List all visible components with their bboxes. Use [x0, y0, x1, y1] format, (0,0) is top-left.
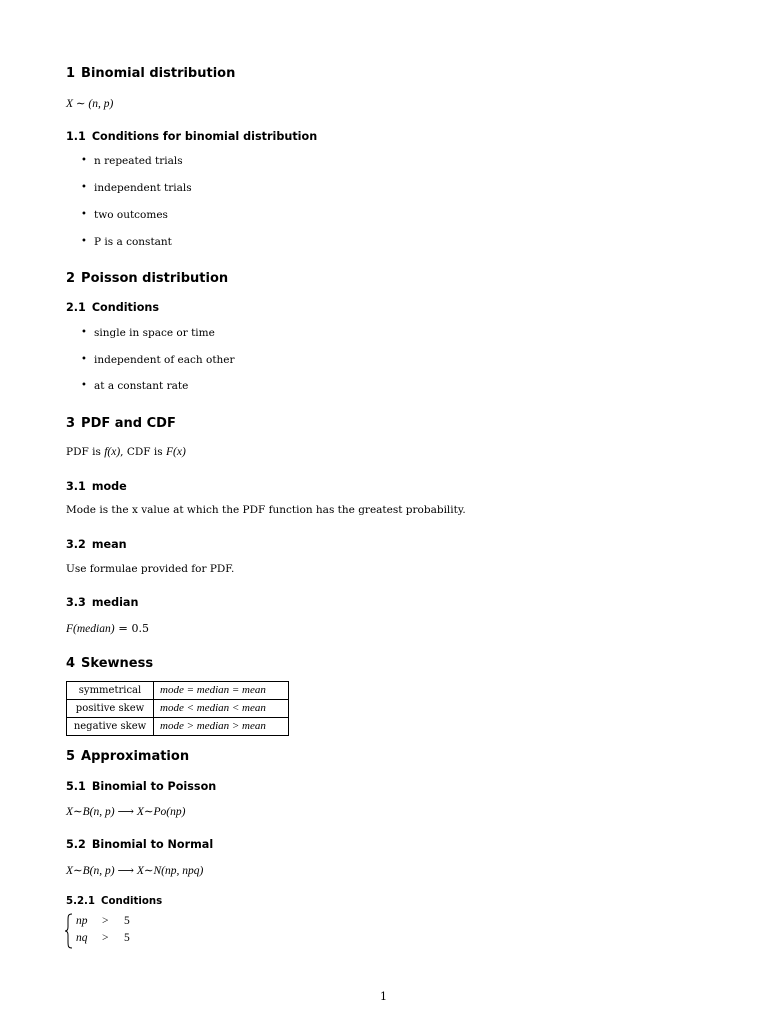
section-title: median [91, 596, 139, 609]
table-row [67, 700, 289, 718]
bullet-icon: • [81, 327, 87, 338]
list-item [81, 155, 183, 167]
median-value: 0.5 [131, 622, 149, 635]
mode-paragraph: Mode is the x value at which the PDF function has the greatest probability. [66, 504, 466, 516]
condition-operator: > [102, 932, 109, 944]
section-title: Binomial distribution [81, 66, 236, 81]
mean-paragraph: Use formulae provided for PDF. [66, 563, 235, 575]
binomial-to-normal-equation: X∼B(n, p) ⟶ X∼N(np, npq) [66, 865, 204, 877]
table-row [67, 718, 289, 736]
section-title: Poisson distribution [81, 271, 229, 286]
bullet-icon: • [81, 155, 87, 166]
section-1-heading [66, 66, 235, 81]
section-1-1-heading [66, 130, 317, 143]
equals-sign: = [114, 621, 132, 635]
section-number: 5.2.1 [66, 896, 96, 907]
section-5-heading [66, 749, 189, 764]
bullet-icon: • [81, 182, 87, 193]
list-item-text: P is a constant [94, 236, 172, 248]
section-title: Conditions [91, 301, 160, 314]
condition-operator: > [102, 915, 109, 927]
section-3-2-heading [66, 538, 127, 551]
bullet-icon: • [81, 236, 87, 247]
table-cell-formula: mode = median = mean [154, 682, 289, 700]
section-number: 2 [66, 271, 76, 286]
section-title: mean [91, 538, 127, 551]
bullet-icon: • [81, 354, 87, 365]
list-item [81, 182, 192, 194]
section-number: 4 [66, 656, 76, 671]
section-title: Binomial to Normal [91, 838, 214, 851]
table-cell-label: symmetrical [67, 682, 154, 700]
binomial-to-poisson-equation: X∼B(n, p) ⟶ X∼Po(np) [66, 806, 186, 818]
section-title: Conditions [101, 896, 163, 907]
section-number: 1.1 [66, 130, 86, 143]
section-number: 3.2 [66, 538, 86, 551]
skewness-table [66, 681, 289, 736]
binomial-notation: X ∼ (n, p) [66, 98, 114, 110]
section-title: Skewness [81, 656, 154, 671]
condition-value: 5 [124, 932, 130, 944]
section-4-heading [66, 656, 153, 671]
table-cell-label: positive skew [67, 700, 154, 718]
section-title: PDF and CDF [81, 416, 176, 431]
section-number: 3.3 [66, 596, 86, 609]
left-brace-icon [64, 913, 74, 949]
list-item-text: two outcomes [94, 209, 168, 221]
section-2-1-heading [66, 301, 159, 314]
pdf-cdf-paragraph [66, 446, 186, 458]
bullet-icon: • [81, 380, 87, 391]
section-number: 1 [66, 66, 76, 81]
table-row [67, 682, 289, 700]
section-3-1-heading [66, 480, 127, 493]
section-number: 2.1 [66, 301, 86, 314]
condition-variable: nq [76, 932, 88, 944]
table-cell-label: negative skew [67, 718, 154, 736]
list-item [81, 327, 215, 339]
cdf-math: F(x) [166, 446, 186, 458]
section-2-heading [66, 271, 228, 286]
table-cell-formula: mode < median < mean [154, 700, 289, 718]
list-item-text: independent trials [94, 182, 192, 194]
paragraph-text: PDF is [66, 446, 105, 458]
list-item [81, 236, 172, 248]
section-title: mode [91, 480, 127, 493]
condition-value: 5 [124, 915, 130, 927]
condition-variable: np [76, 915, 88, 927]
section-5-1-heading [66, 780, 216, 793]
section-title: Conditions for binomial distribution [91, 130, 318, 143]
section-number: 3.1 [66, 480, 86, 493]
section-3-3-heading [66, 596, 138, 609]
list-item-text: at a constant rate [94, 380, 189, 392]
section-5-2-heading [66, 838, 213, 851]
pdf-math: f(x) [104, 446, 121, 458]
table-cell-formula: mode > median > mean [154, 718, 289, 736]
section-number: 5 [66, 749, 76, 764]
section-number: 5.2 [66, 838, 86, 851]
list-item [81, 209, 168, 221]
section-number: 5.1 [66, 780, 86, 793]
median-lhs: F(median) [66, 623, 115, 635]
median-equation [66, 621, 149, 635]
list-item-text: n repeated trials [94, 155, 183, 167]
list-item [81, 354, 235, 366]
section-title: Binomial to Poisson [91, 780, 217, 793]
section-title: Approximation [81, 749, 190, 764]
section-number: 3 [66, 416, 76, 431]
paragraph-text: , CDF is [120, 446, 167, 458]
list-item-text: single in space or time [94, 327, 215, 339]
list-item [81, 380, 189, 392]
bullet-icon: • [81, 209, 87, 220]
list-item-text: independent of each other [94, 354, 235, 366]
section-3-heading [66, 416, 176, 431]
page-number: 1 [380, 990, 387, 1003]
section-5-2-1-heading [66, 896, 162, 907]
